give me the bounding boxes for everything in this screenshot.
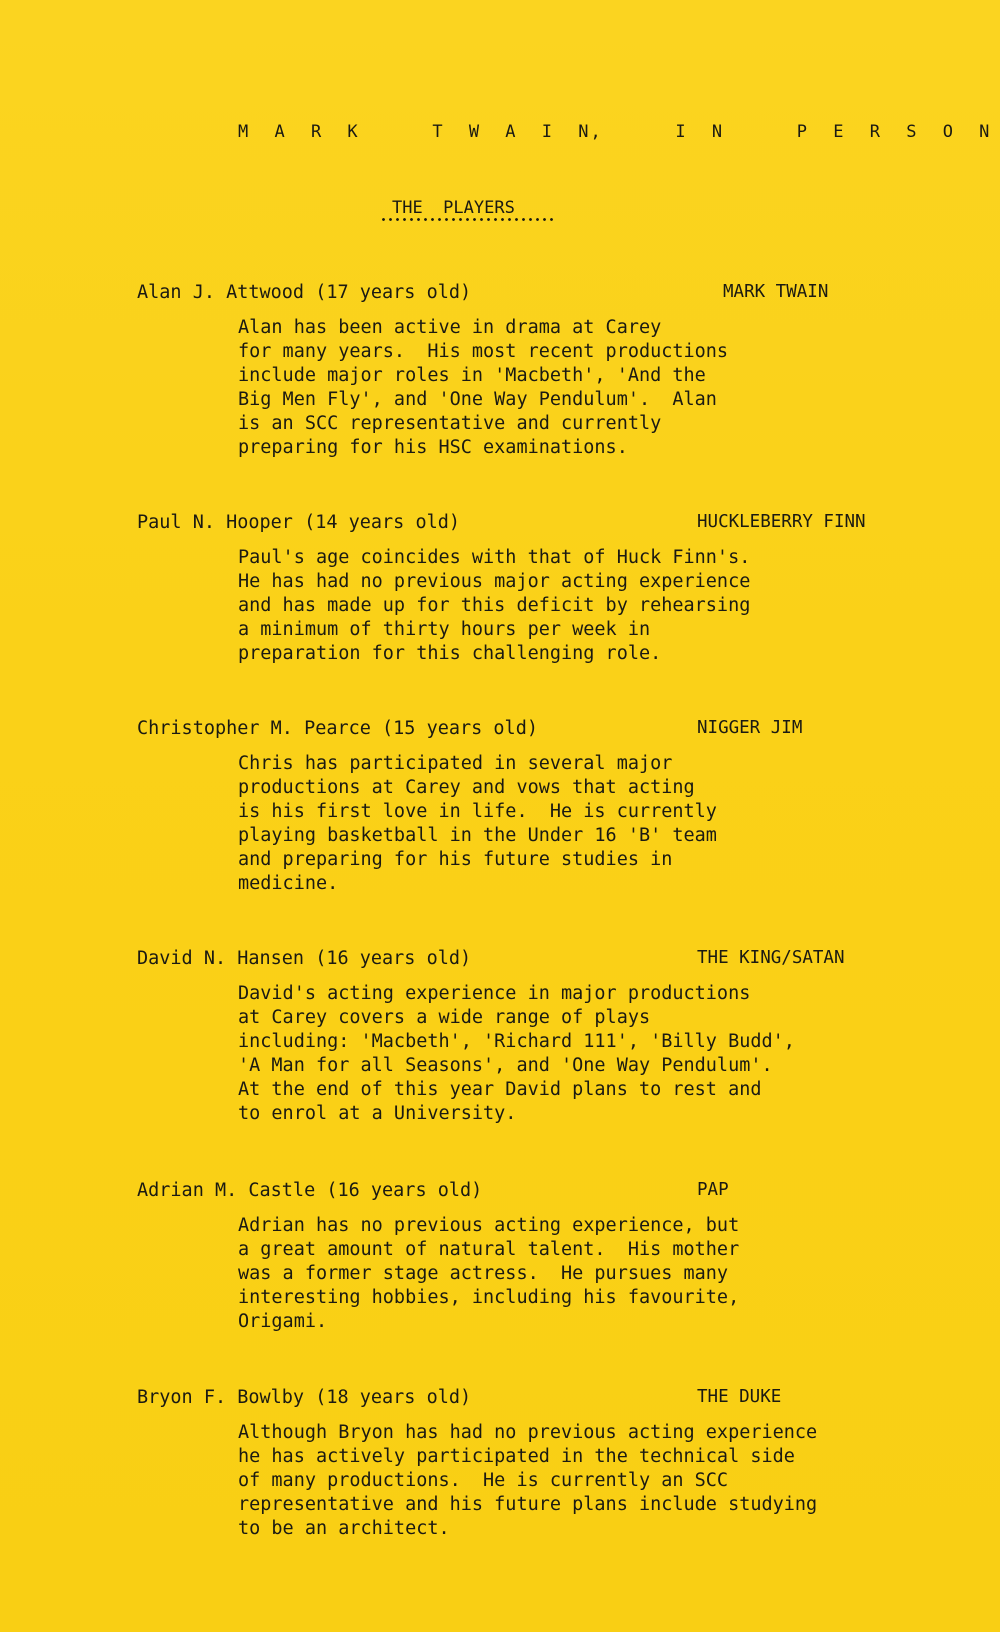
player-role: THE DUKE [697,1387,782,1407]
player-name: Christopher M. Pearce (15 years old) [137,718,538,739]
player-role: NIGGER JIM [697,718,803,738]
player-bio: Paul's age coincides with that of Huck Finn's. He has had no previous major acting experience and has made up for this deficit by rehearsing a minimum of thirty hours per week in preparation for this challenging role. [238,547,751,664]
player-name: David N. Hansen (16 years old) [137,948,472,969]
section-heading: THE PLAYERS [392,198,515,218]
player-bio: Chris has participated in several major productions at Carey and vows that acting is his first love in life. He is currently playing basketball in the Under 16 'B' team and preparing for his future studies in medicine. [238,753,717,894]
player-role: MARK TWAIN [723,282,829,302]
player-name: Bryon F. Bowlby (18 years old) [137,1387,472,1408]
player-name: Alan J. Attwood (17 years old) [137,282,472,303]
player-bio: David's acting experience in major productions at Carey covers a wide range of plays including: 'Macbeth', 'Richard 111', 'Billy Budd', 'A Man for all Seasons', and 'One Way Pendulum'. At the end of this year David plans to rest and to enrol at a University. [238,983,795,1124]
player-name: Adrian M. Castle (16 years old) [137,1180,483,1201]
player-name: Paul N. Hooper (14 years old) [137,512,461,533]
player-role: HUCKLEBERRY FINN [697,512,866,532]
player-role: PAP [697,1180,729,1200]
heading-dotted-underline [380,218,555,221]
document-title: M A R K T W A I N, I N P E R S O N [238,122,992,142]
player-bio: Alan has been active in drama at Carey for many years. His most recent productions include major roles in 'Macbeth', 'And the Big Men Fly', and 'One Way Pendulum'. Alan is an SCC representative and currently preparing for his HSC examinations. [238,317,729,458]
player-role: THE KING/SATAN [697,948,845,968]
player-bio: Adrian has no previous acting experience, but a great amount of natural talent. His mother was a former stage actress. He pursues many interesting hobbies, including his favourite, Origami. [238,1215,740,1332]
player-bio: Although Bryon has had no previous acting experience he has actively participated in the technical side of many productions. He is currently an SCC representative and his future plans include studying to be an architect. [238,1422,818,1539]
